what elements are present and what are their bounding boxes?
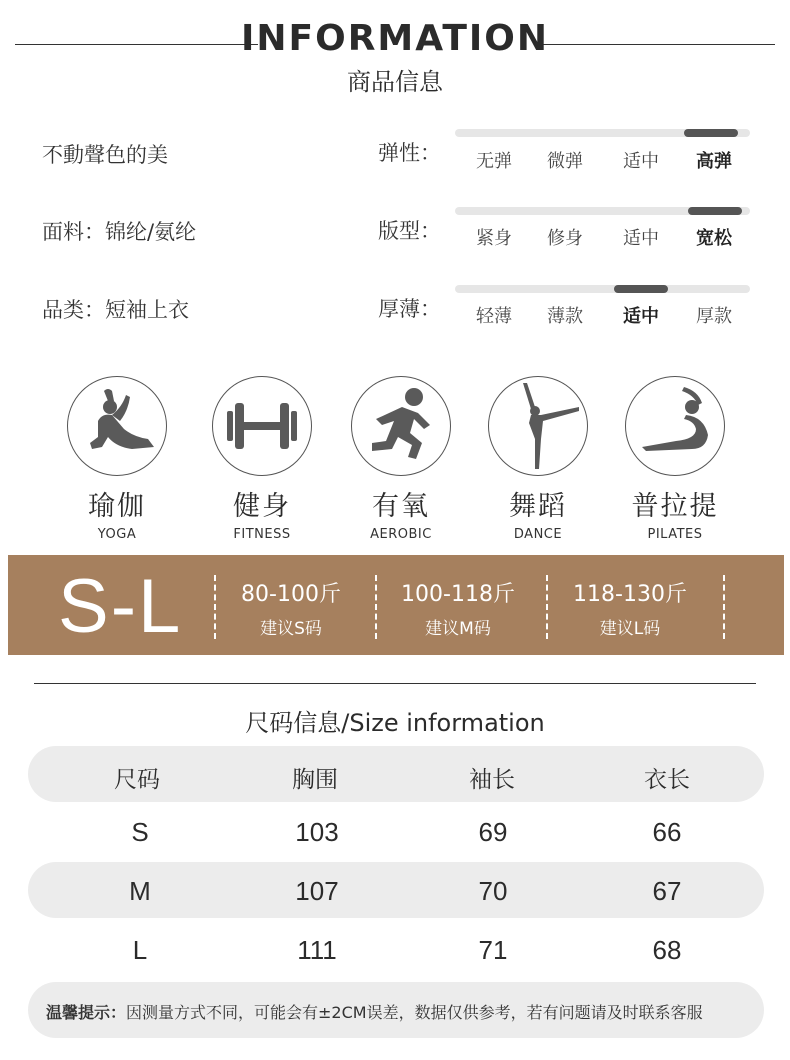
sport-label-en: YOGA [97, 527, 137, 542]
scale-option-selected: 宽松 [696, 228, 732, 249]
property-label: 厚薄： [378, 297, 441, 321]
table-cell: 69 [478, 817, 508, 847]
dumbbell-icon [212, 376, 312, 476]
size-table-title: 尺码信息/Size information [245, 709, 545, 737]
table-cell: 66 [652, 817, 682, 847]
table-header-cell: 尺码 [114, 767, 160, 793]
table-cell: 70 [478, 876, 508, 906]
dancer-icon [488, 376, 588, 476]
notice-body: 因测量方式不同，可能会有±2CM误差，数据仅供参考，若有问题请及时联系客服 [126, 1003, 703, 1022]
size-range-band [8, 555, 784, 655]
section-rule [34, 683, 756, 684]
scale-marker [614, 285, 668, 293]
size-range: S-L [58, 564, 183, 649]
sport-yoga [57, 376, 177, 542]
sport-label-zh: 瑜伽 [88, 491, 146, 522]
table-cell: 107 [295, 876, 339, 906]
scale-option-selected: 高弹 [696, 151, 732, 172]
table-cell: 111 [297, 935, 337, 965]
sport-label-en: DANCE [513, 527, 563, 542]
sport-label-en: AEROBIC [370, 527, 432, 542]
table-cell: 103 [295, 817, 339, 847]
attribute-fabric: 面料：锦纶/氨纶 [42, 220, 197, 244]
table-cell: 67 [652, 876, 682, 906]
scale-marker [684, 129, 738, 137]
scale-option: 微弹 [547, 151, 583, 172]
scale-option: 适中 [623, 228, 659, 249]
weight-suggestion-s [206, 577, 376, 639]
weight-suggestion-m [373, 577, 543, 639]
attribute-slogan: 不動聲色的美 [42, 143, 168, 167]
scale-option-selected: 适中 [623, 306, 659, 327]
page-title: INFORMATION [240, 18, 549, 59]
divider [723, 575, 725, 639]
sport-aerobic [341, 376, 461, 542]
scale-option: 轻薄 [476, 306, 512, 327]
sport-fitness [202, 376, 322, 542]
table-cell: 68 [652, 935, 682, 965]
notice-box [28, 982, 764, 1038]
scale-track [455, 129, 750, 137]
size-suggestion: 建议L码 [599, 619, 661, 639]
notice-text [46, 1000, 703, 1023]
scale-option: 修身 [547, 228, 583, 249]
weight-suggestion-l [545, 577, 715, 639]
scale-option: 适中 [623, 151, 659, 172]
scale-marker [688, 207, 742, 215]
table-header-cell: 衣长 [644, 767, 690, 793]
table-cell: M [129, 876, 151, 906]
weight-range: 100-118斤 [401, 582, 515, 607]
scale-option: 薄款 [547, 306, 583, 327]
sport-label-zh: 普拉提 [631, 491, 719, 522]
scale-track [455, 285, 750, 293]
table-cell: L [132, 935, 148, 965]
property-label: 版型： [378, 219, 441, 243]
sport-label-en: PILATES [647, 527, 703, 542]
size-suggestion: 建议M码 [425, 619, 491, 639]
page-subtitle: 商品信息 [347, 68, 443, 96]
table-cell: 71 [478, 935, 508, 965]
notice-label: 温馨提示： [46, 1003, 127, 1022]
scale-track [455, 207, 750, 215]
size-suggestion: 建议S码 [260, 619, 322, 639]
sport-dance [478, 376, 598, 542]
scale-option: 厚款 [696, 306, 732, 327]
scale-option: 无弹 [476, 151, 512, 172]
table-header-cell: 袖长 [469, 767, 515, 793]
sport-label-zh: 有氧 [372, 491, 430, 522]
table-header-cell: 胸围 [292, 767, 338, 793]
sport-label-en: FITNESS [233, 527, 291, 542]
yoga-pose-icon [67, 376, 167, 476]
weight-range: 80-100斤 [241, 582, 341, 607]
scale-option: 紧身 [476, 228, 512, 249]
sport-label-zh: 健身 [233, 491, 291, 522]
weight-range: 118-130斤 [573, 582, 687, 607]
sport-label-zh: 舞蹈 [509, 491, 567, 522]
attribute-category: 品类：短袖上衣 [42, 298, 189, 322]
running-figure-icon [351, 376, 451, 476]
table-cell: S [131, 817, 149, 847]
sport-pilates [615, 376, 735, 542]
property-label: 弹性： [378, 141, 441, 165]
pilates-pose-icon [625, 376, 725, 476]
